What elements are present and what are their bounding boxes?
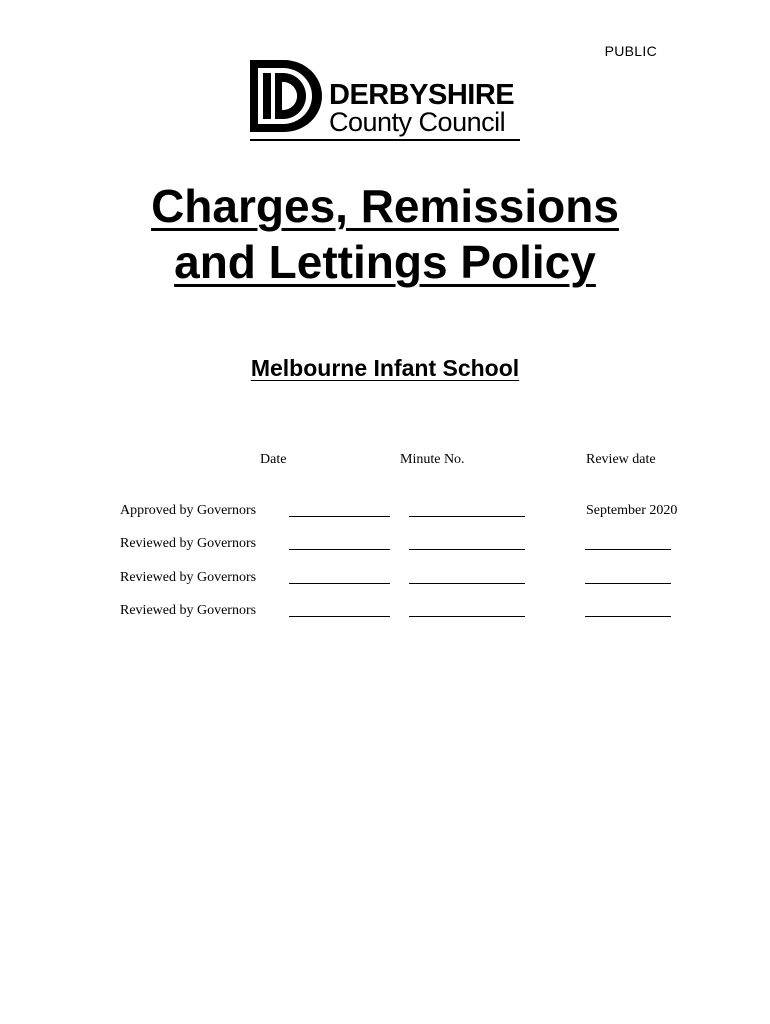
row-label: Reviewed by Governors bbox=[120, 570, 257, 585]
minute-no-blank-line bbox=[409, 583, 525, 584]
minute-no-blank-line bbox=[409, 549, 525, 550]
date-blank-line bbox=[289, 616, 390, 617]
logo-text-county-council: County Council bbox=[329, 107, 506, 137]
classification-label: PUBLIC bbox=[604, 43, 657, 59]
header-date: Date bbox=[260, 452, 287, 467]
review-date-blank-line bbox=[585, 583, 671, 584]
review-date-blank-line bbox=[585, 616, 671, 617]
logo-text-derbyshire: DERBYSHIRE bbox=[329, 79, 515, 111]
row-label: Reviewed by Governors bbox=[120, 536, 257, 551]
date-blank-line bbox=[289, 516, 390, 517]
title-line-2: and Lettings Policy bbox=[174, 236, 596, 288]
header-review-date: Review date bbox=[586, 452, 656, 467]
minute-no-blank-line bbox=[409, 616, 525, 617]
minute-no-blank-line bbox=[409, 516, 525, 517]
review-date-value: September 2020 bbox=[586, 503, 678, 518]
title-line-1: Charges, Remissions bbox=[151, 180, 619, 232]
date-blank-line bbox=[289, 583, 390, 584]
school-name-text: Melbourne Infant School bbox=[250, 355, 520, 381]
row-label: Approved by Governors bbox=[120, 503, 257, 518]
date-blank-line bbox=[289, 549, 390, 550]
row-label: Reviewed by Governors bbox=[120, 603, 257, 618]
review-date-blank-line bbox=[585, 549, 671, 550]
header-minute-no: Minute No. bbox=[400, 452, 465, 467]
